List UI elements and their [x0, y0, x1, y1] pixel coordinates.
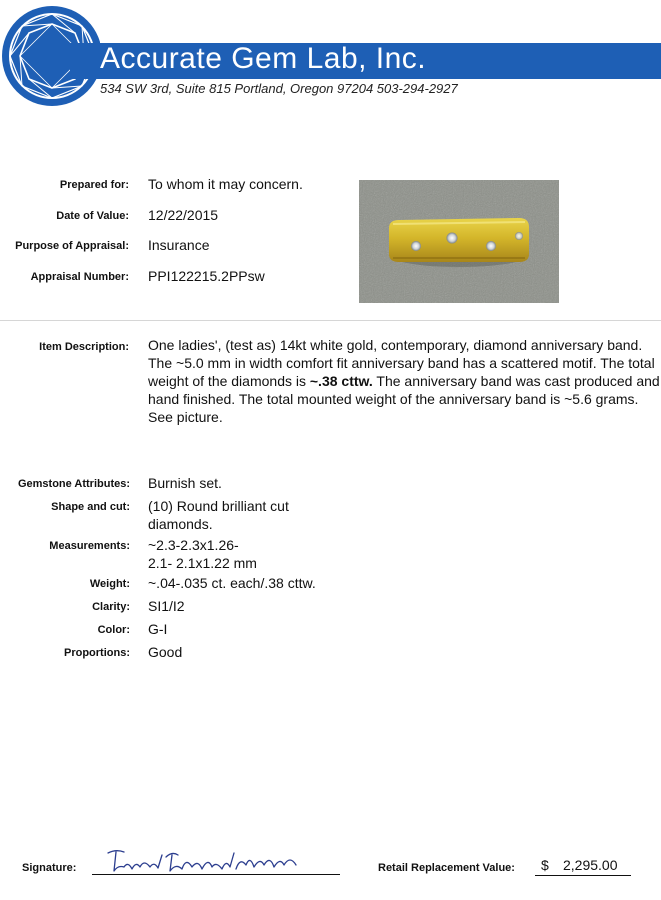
item-description-text-end: The anniversary band was cast produced and hand finished. The total mounted weight of the anniversary band is ~5.6 grams. See picture. — [148, 373, 660, 425]
color-label: Color: — [97, 624, 130, 636]
item-description — [148, 336, 660, 426]
signature-line — [92, 874, 340, 875]
appraisal-number-label: Appraisal Number: — [30, 271, 129, 283]
value-underline — [535, 875, 631, 876]
prepared-for-value: To whom it may concern. — [148, 176, 303, 192]
shape-and-cut-value: (10) Round brilliant cut — [148, 498, 289, 514]
measurements-label: Measurements: — [49, 540, 130, 552]
signature-label: Signature: — [22, 862, 77, 874]
weight-label: Weight: — [89, 578, 130, 590]
color-value: G-I — [148, 621, 168, 637]
purpose-label: Purpose of Appraisal: — [15, 240, 129, 252]
measurements-value-cont: 2.1- 2.1x1.22 mm — [148, 555, 257, 571]
measurements-value: ~2.3-2.3x1.26- — [148, 537, 239, 553]
item-description-text: One ladies', (test as) 14kt white gold, contemporary, diamond anniversary band. The ~5.0 mm in width comfort fit anniversary band has a scattered motif. The total weight of the diamonds is — [148, 337, 655, 389]
company-name: Accurate Gem Lab, Inc. — [100, 42, 427, 75]
prepared-for-label: Prepared for: — [59, 179, 129, 191]
retail-replacement-value: 2,295.00 — [563, 857, 618, 873]
retail-replacement-value-label: Retail Replacement Value: — [378, 862, 515, 874]
date-of-value: 12/22/2015 — [148, 207, 219, 223]
weight-value: ~.04-.035 ct. each/.38 cttw. — [148, 575, 316, 591]
handwritten-signature — [104, 843, 304, 877]
shape-and-cut-value-cont: diamonds. — [148, 516, 213, 532]
purpose-value: Insurance — [148, 237, 210, 253]
proportions-label: Proportions: — [64, 647, 130, 659]
date-of-value-label: Date of Value: — [56, 210, 129, 222]
item-description-total-weight: ~.38 cttw. — [309, 373, 373, 389]
ring-photo — [359, 180, 559, 303]
shape-and-cut-label: Shape and cut: — [51, 501, 130, 513]
company-address: 534 SW 3rd, Suite 815 Portland, Oregon 97204 503-294-2927 — [100, 81, 458, 96]
currency-symbol: $ — [541, 857, 549, 873]
gemstone-attributes-value: Burnish set. — [148, 475, 222, 491]
appraisal-number: PPI122215.2PPsw — [148, 268, 265, 284]
gemstone-attributes-label: Gemstone Attributes: — [17, 478, 130, 490]
clarity-value: SI1/I2 — [148, 598, 185, 614]
item-description-label: Item Description: — [39, 341, 129, 353]
section-divider — [0, 320, 661, 321]
clarity-label: Clarity: — [92, 601, 130, 613]
proportions-value: Good — [148, 644, 183, 660]
